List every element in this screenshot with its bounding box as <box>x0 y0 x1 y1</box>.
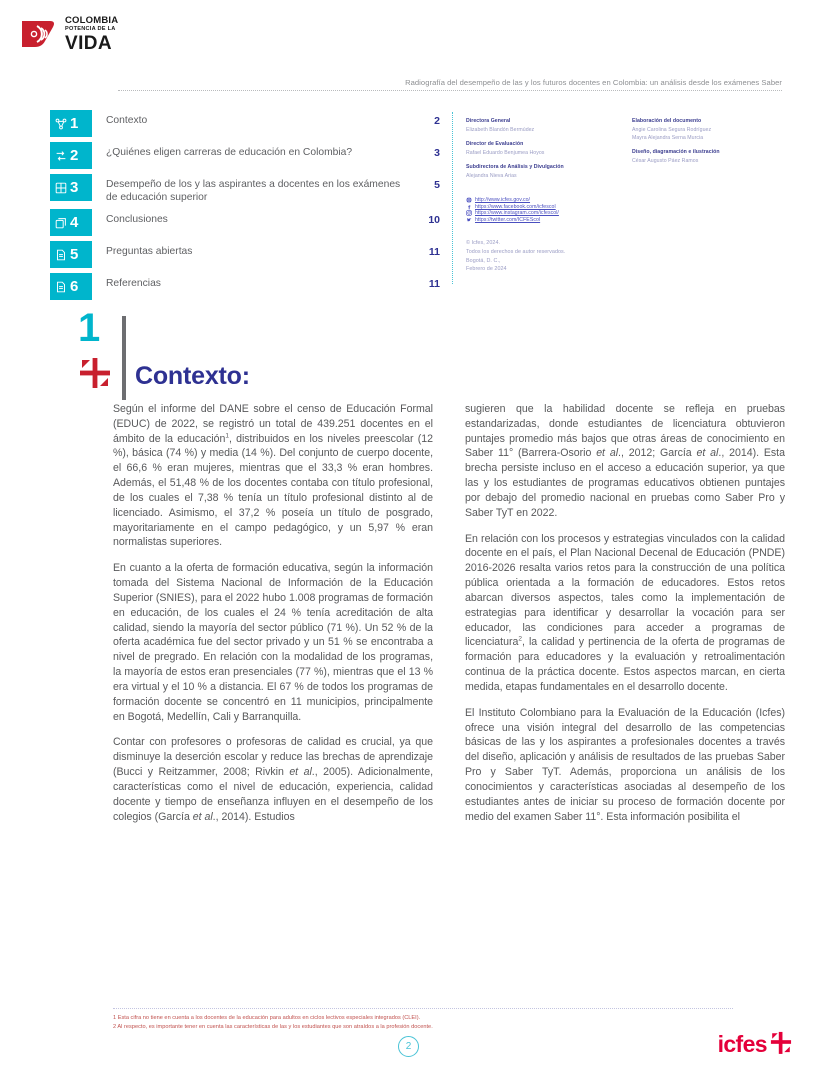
credit-name: Angie Carolina Segura Rodríguez <box>632 126 712 133</box>
network-nodes-icon <box>54 117 68 131</box>
brand-line-2: POTENCIA DE LA <box>65 26 116 32</box>
paragraph: El Instituto Colombiano para la Evaluación de la Educación (Icfes) ofrece una visión integral del desarrollo de las competencias básicas de las y los aspirantes a profesionales docentes a través del diseño, aplicación y análisis de resultados de las pruebas Saber Pro y Saber TyT. Además, proporciona un análisis de los conocimientos y características asociadas al desempeño de los estudiantes antes de iniciar su proceso de formación docente por medio del examen Saber 11°. Esta información posibilita el <box>465 706 785 823</box>
document-icon <box>54 248 68 262</box>
footnote: 2 Al respecto, es importante tener en cuenta las características de las y los estudiantes que son atraídos a la profesión docente. <box>113 1023 433 1030</box>
credit-entry <box>466 118 618 134</box>
toc-item-contexto[interactable] <box>50 110 440 137</box>
paragraph: Contar con profesores o profesoras de calidad es crucial, ya que disminuye la deserción escolar y reduce las brechas de aprendizaje (Bucci y Reitzammer, 2008; Rivkin et al., 2005). Adicionalmente, características como el nivel de educación, experiencia, calidad docente y tiempo de enseñanza influyen en el desempeño de los colegios (García et al., 2014). Estudios <box>113 736 433 823</box>
document-icon <box>54 280 68 294</box>
toc-item-preguntas-abiertas[interactable] <box>50 241 440 268</box>
toc-page-number: 11 <box>428 246 440 259</box>
copyright-block <box>466 239 565 274</box>
instagram-icon <box>466 210 472 216</box>
toc-page-number: 11 <box>428 278 440 291</box>
copyright-line: Todos los derechos de autor reservados. <box>466 248 566 255</box>
table-of-contents <box>50 110 440 305</box>
credit-name: Mayra Alejandra Serna Murcia <box>632 134 704 141</box>
paragraph: Según el informe del DANE sobre el censo de Educación Formal (EDUC) de 2022, se registró un total de 439.251 docentes en el ámbito de la educación$^1$, distribuidos en los niveles preescolar (12 %), básica (74 %) y media (14 %). Del conjunto de cuerpo docente, el 66,6 % eran mujeres, mientras que el 33,3 % eran hombres. Además, el 51,48 % de los docentes contaba con título profesional, de los cuales el 7,38 % tenía un título profesional distinto al de licenciado. Asimismo, el 37,2 % poseía un título de posgrado, mayoritariamente en el campo pedagógico, y un 5,97 % eran normalistas superiores. <box>113 403 433 549</box>
link-row-facebook[interactable] <box>466 204 559 210</box>
copyright-line: Febrero de 2024 <box>466 266 507 273</box>
icfes-logo <box>718 1033 792 1056</box>
paragraph: En relación con los procesos y estrategias vinculados con la calidad docente en el país, el Plan Nacional Decenal de Educación (PNDE) 2016-2026 resalta varios retos para la construcción de una política pública orientada a la formación de educadores. Estos retos abarcan diversos aspectos, tales como la implementación de estrategias para identificar y desarrollar la vocación para ser educador, las condiciones para acceder a programas de licenciatura$^2$, la calidad y pertinencia de la oferta de programas de formación para educadores y la evaluación y retroalimentación continua de la práctica docente. Estos aspectos marcan, en cierta medida, etapas fundamentales en el desarrollo docente. <box>465 532 785 693</box>
paragraph: sugieren que la habilidad docente se refleja en pruebas estandarizadas, donde estudiantes de licenciatura obtuvieron puntajes promedio más bajos que otras áreas de conocimiento en Saber 11° (Barrera-Osorio et al., 2012; García et al., 2014). Esta brecha persiste incluso en el acceso a educación superior, ya que las y los estudiantes de programas educativos obtienen puntajes por debajo del promedio nacional en pruebas como Saber Pro y Saber TyT en 2022. <box>465 403 785 519</box>
section-title: Contexto: <box>135 362 250 390</box>
credits-block <box>466 118 786 187</box>
copyright-line: Bogotá, D. C., <box>466 257 501 264</box>
toc-label: Desempeño de los y las aspirantes a docentes en los exámenes de educación superior <box>106 179 401 203</box>
link-row-twitter[interactable] <box>466 217 559 223</box>
link-url[interactable]: https://www.instagram.com/icfescol/ <box>475 210 559 217</box>
toc-badge <box>50 110 92 137</box>
toc-item-referencias[interactable] <box>50 273 440 300</box>
body-column-left <box>113 402 433 824</box>
toc-page-number: 2 <box>434 115 440 127</box>
credit-role: Elaboración del documento <box>632 118 702 124</box>
checklist-grid-icon <box>54 181 68 195</box>
credit-name: Alejandra Nieva Arias <box>466 172 517 179</box>
brand-line-1: COLOMBIA <box>65 15 119 26</box>
link-url[interactable]: https://www.facebook.com/icfescol <box>475 203 556 210</box>
body-content <box>113 402 785 824</box>
globe-icon <box>466 197 472 203</box>
toc-number: 5 <box>70 246 79 264</box>
toc-label: ¿Quiénes eligen carreras de educación en Colombia? <box>106 147 353 158</box>
toc-number: 2 <box>70 147 79 164</box>
toc-number: 1 <box>70 115 79 132</box>
toc-page-number: 5 <box>434 179 440 191</box>
toc-label: Conclusiones <box>106 214 168 226</box>
credits-column-right <box>632 118 784 187</box>
toc-badge <box>50 209 92 236</box>
red-asterisk-icon <box>78 356 112 390</box>
credits-column-left <box>466 118 618 187</box>
credit-role: Diseño, diagramación e ilustración <box>632 148 720 155</box>
toc-badge <box>50 241 92 268</box>
icfes-wordmark: icfes <box>717 1031 767 1057</box>
exchange-arrows-icon <box>54 149 68 163</box>
toc-label: Referencias <box>106 278 161 290</box>
social-links <box>466 197 559 223</box>
footnotes <box>113 1008 733 1031</box>
credit-role: Director de Evaluación <box>466 140 524 147</box>
twitter-icon <box>466 217 472 223</box>
paragraph: En cuanto a la oferta de formación educativa, según la información tomada del Sistema Nacional de Información de la Educación Superior (SNIES), para el 2022 hubo 1.008 programas de formación en educación, de los cuales el 24 % tenía acreditación de alta calidad, siendo la mayoría del sector público (71 %). Un 52 % de la oferta académica fue del sector privado y un 51 % se encontraba a nivel de pregrado. En relación con la modalidad de los programas, la mayoría de estos eran presenciales (77 %), mientras que el 13 % era virtual y el 10 % a distancia. El 67 % de todos los programas de formación docente se concentró en 11 municipios, principalmente en Bogotá, Medellín, Cali y Barranquilla. <box>113 562 433 723</box>
government-brand-logo <box>20 16 118 53</box>
toc-badge <box>50 174 92 201</box>
toc-badge <box>50 273 92 300</box>
toc-credits-divider <box>452 112 453 284</box>
credit-name: César Augusto Páez Ramos <box>632 157 699 164</box>
toc-label: Contexto <box>106 115 148 126</box>
copyright-line: © Icfes, 2024. <box>466 240 501 246</box>
toc-number: 3 <box>70 179 79 196</box>
toc-item-quienes-eligen[interactable] <box>50 142 440 169</box>
credit-name: Elizabeth Blandón Bermúdez <box>466 126 535 133</box>
link-url[interactable]: http://www.icfes.gov.co/ <box>475 197 531 203</box>
facebook-icon <box>466 204 472 210</box>
credit-role: Subdirectora de Análisis y Divulgación <box>466 163 564 170</box>
toc-page-number: 3 <box>434 147 440 159</box>
colombia-potencia-de-la-vida-logo-icon <box>20 17 58 51</box>
toc-label: Preguntas abiertas <box>106 246 193 258</box>
credit-entry <box>466 164 618 180</box>
toc-badge <box>50 142 92 169</box>
header-divider <box>118 90 782 91</box>
page-number-badge: 2 <box>398 1036 419 1057</box>
body-column-right <box>465 402 785 824</box>
section-heading <box>78 306 250 390</box>
toc-page-number: 10 <box>428 214 440 227</box>
brand-line-3: VIDA <box>65 32 112 54</box>
credit-entry <box>466 141 618 157</box>
section-number: 1 <box>78 306 100 350</box>
toc-item-conclusiones[interactable] <box>50 209 440 236</box>
link-url[interactable]: https://twitter.com/ICFEScol <box>475 216 541 223</box>
icfes-asterisk-icon <box>770 1031 792 1055</box>
brand-wordmark <box>65 16 118 53</box>
stacked-documents-icon <box>54 216 68 230</box>
toc-number: 6 <box>70 278 79 296</box>
toc-number: 4 <box>70 214 79 232</box>
credit-role: Directora General <box>466 118 511 124</box>
running-head: Radiografía del desempeño de las y los futuros docentes en Colombia: un análisis desde los exámenes Saber <box>405 78 782 87</box>
credit-entry <box>632 149 784 165</box>
link-row-instagram[interactable] <box>466 210 559 216</box>
credit-name: Rafael Eduardo Benjumea Hoyos <box>466 149 545 156</box>
section-accent-bar <box>122 316 126 400</box>
link-row-website[interactable] <box>466 197 559 203</box>
footnote-divider <box>113 1008 733 1009</box>
toc-item-desempeno[interactable] <box>50 174 440 204</box>
credit-entry <box>632 118 784 142</box>
footnote: 1 Esta cifra no tiene en cuenta a los docentes de la educación para adultos en ciclos lectivos especiales integrados (CLEI). <box>113 1015 421 1021</box>
